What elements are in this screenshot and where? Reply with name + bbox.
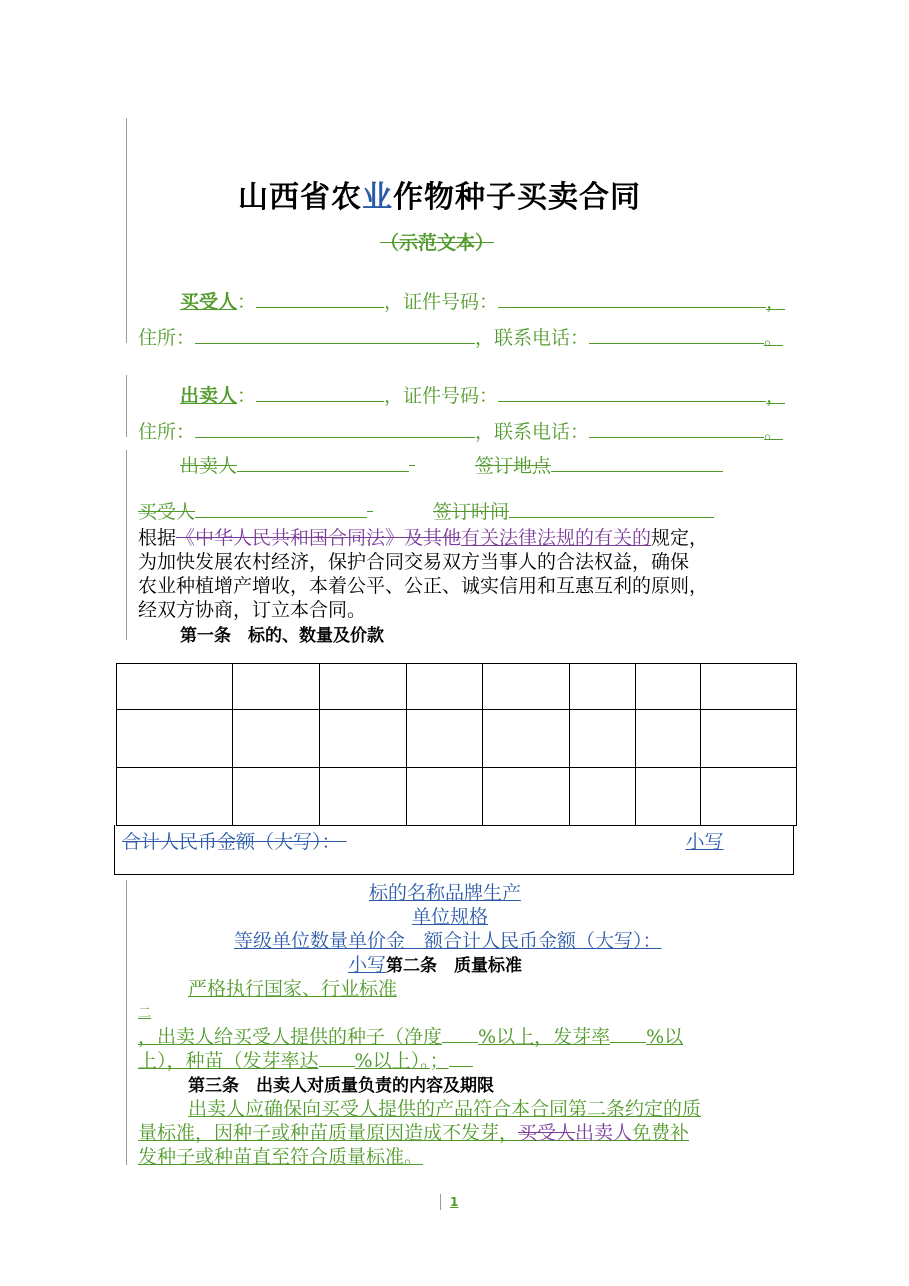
table-cell[interactable] — [483, 664, 570, 710]
article-2-line-b: 上），种苗（发芽率达 %以上）。； — [138, 1046, 473, 1073]
seller-label: 出卖人 — [180, 385, 238, 407]
table-cell[interactable] — [636, 768, 701, 826]
seller-line: 出卖人： ，证件号码： ， — [180, 385, 786, 407]
dash-mark: 二 — [138, 1006, 152, 1021]
table-cell[interactable] — [570, 664, 636, 710]
deleted-seller-line: 出卖人 签订地点 — [180, 451, 723, 478]
table-cell[interactable] — [407, 710, 483, 768]
table-cell[interactable] — [320, 768, 407, 826]
seller-name-field[interactable] — [256, 384, 384, 402]
article-3-line-2: 量标准，因种子或种苗质量原因造成不发芽，买受人出卖人免费补 — [138, 1122, 690, 1144]
table-cell[interactable] — [636, 710, 701, 768]
seedling-rate-field[interactable] — [319, 1049, 355, 1067]
article-3-heading: 第三条 出卖人对质量负责的内容及期限 — [188, 1076, 494, 1096]
article-3-line-3: 发种子或种苗直至符合质量标准。 — [138, 1146, 424, 1168]
table-cell[interactable] — [320, 664, 407, 710]
deleted-buyer-line: 买受人 签订时间 — [138, 497, 714, 524]
document-title: 山西省农业作物种子买卖合同 — [238, 180, 641, 215]
document-subtitle: （示范文本） — [380, 232, 495, 254]
table-cell[interactable] — [407, 768, 483, 826]
table-cell[interactable] — [483, 768, 570, 826]
buyer-line: 买受人： ，证件号码： ， — [180, 291, 786, 313]
table-cell[interactable] — [570, 710, 636, 768]
intro-inserted: 有关法律法规的有关的 — [461, 527, 652, 549]
moved-text-3: 等级单位数量单价金 额合计人民币金额（大写）： — [234, 930, 662, 952]
title-insert: 业 — [362, 180, 393, 215]
buyer-label: 买受人 — [180, 291, 238, 313]
table-cell[interactable] — [233, 768, 320, 826]
table-cell[interactable] — [701, 768, 797, 826]
footer-divider — [440, 1194, 441, 1210]
moved-text-1: 标的名称品牌生产 — [369, 882, 522, 904]
article-3-line-1: 出卖人应确保向买受人提供的产品符合本合同第二条约定的质 — [188, 1098, 702, 1120]
intro-deleted: 《中华人民共和国合同法》及其他 — [176, 527, 462, 549]
article-2-line: 小写第二条 质量标准 — [348, 954, 523, 976]
intro-line-2: 为加快发展农村经济，保护合同交易双方当事人的合法权益，确保 — [138, 551, 690, 573]
moved-text-2: 单位规格 — [412, 906, 489, 928]
intro-line-3: 农业种植增产增收，本着公平、公正、诚实信用和互惠互利的原则， — [138, 575, 709, 597]
germination-field[interactable] — [610, 1025, 646, 1043]
table-cell[interactable] — [117, 768, 233, 826]
table-cell[interactable] — [233, 664, 320, 710]
change-bar — [126, 375, 127, 437]
table-cell[interactable] — [233, 710, 320, 768]
buyer-id-field[interactable] — [498, 290, 766, 308]
change-bar — [126, 880, 127, 1165]
change-bar — [126, 118, 127, 343]
goods-table — [116, 663, 797, 826]
total-amount-line: 合计人民币金额（大写）： 小写 — [122, 831, 724, 853]
table-cell[interactable] — [407, 664, 483, 710]
table-cell[interactable] — [117, 710, 233, 768]
article-2-line-a: ，出卖人给买受人提供的种子（净度 %以上，发芽率 %以 — [138, 1026, 684, 1048]
intro-line-1: 根据《中华人民共和国合同法》及其他有关法律法规的有关的规定， — [138, 527, 709, 549]
buyer-phone-field[interactable] — [589, 326, 764, 344]
seller-id-field[interactable] — [498, 384, 766, 402]
seller-address-field[interactable] — [195, 420, 475, 438]
table-cell[interactable] — [117, 664, 233, 710]
change-bar — [126, 450, 127, 640]
buyer-address-field[interactable] — [195, 326, 475, 344]
intro-line-4: 经双方协商，订立本合同。 — [138, 599, 367, 621]
article-2-heading: 第二条 质量标准 — [386, 956, 523, 976]
table-cell[interactable] — [701, 710, 797, 768]
seller-address-line: 住所： ，联系电话： 。 — [138, 421, 784, 443]
table-cell[interactable] — [701, 664, 797, 710]
seller-phone-field[interactable] — [589, 420, 764, 438]
quality-standard: 严格执行国家、行业标准 — [188, 978, 398, 1000]
page-number: 1 — [450, 1195, 459, 1209]
table-cell[interactable] — [320, 710, 407, 768]
buyer-name-field[interactable] — [256, 290, 384, 308]
table-cell[interactable] — [483, 710, 570, 768]
article-1-heading: 第一条 标的、数量及价款 — [180, 626, 384, 646]
buyer-address-line: 住所： ，联系电话： 。 — [138, 327, 784, 349]
purity-field[interactable] — [442, 1025, 478, 1043]
table-cell[interactable] — [636, 664, 701, 710]
table-cell[interactable] — [570, 768, 636, 826]
